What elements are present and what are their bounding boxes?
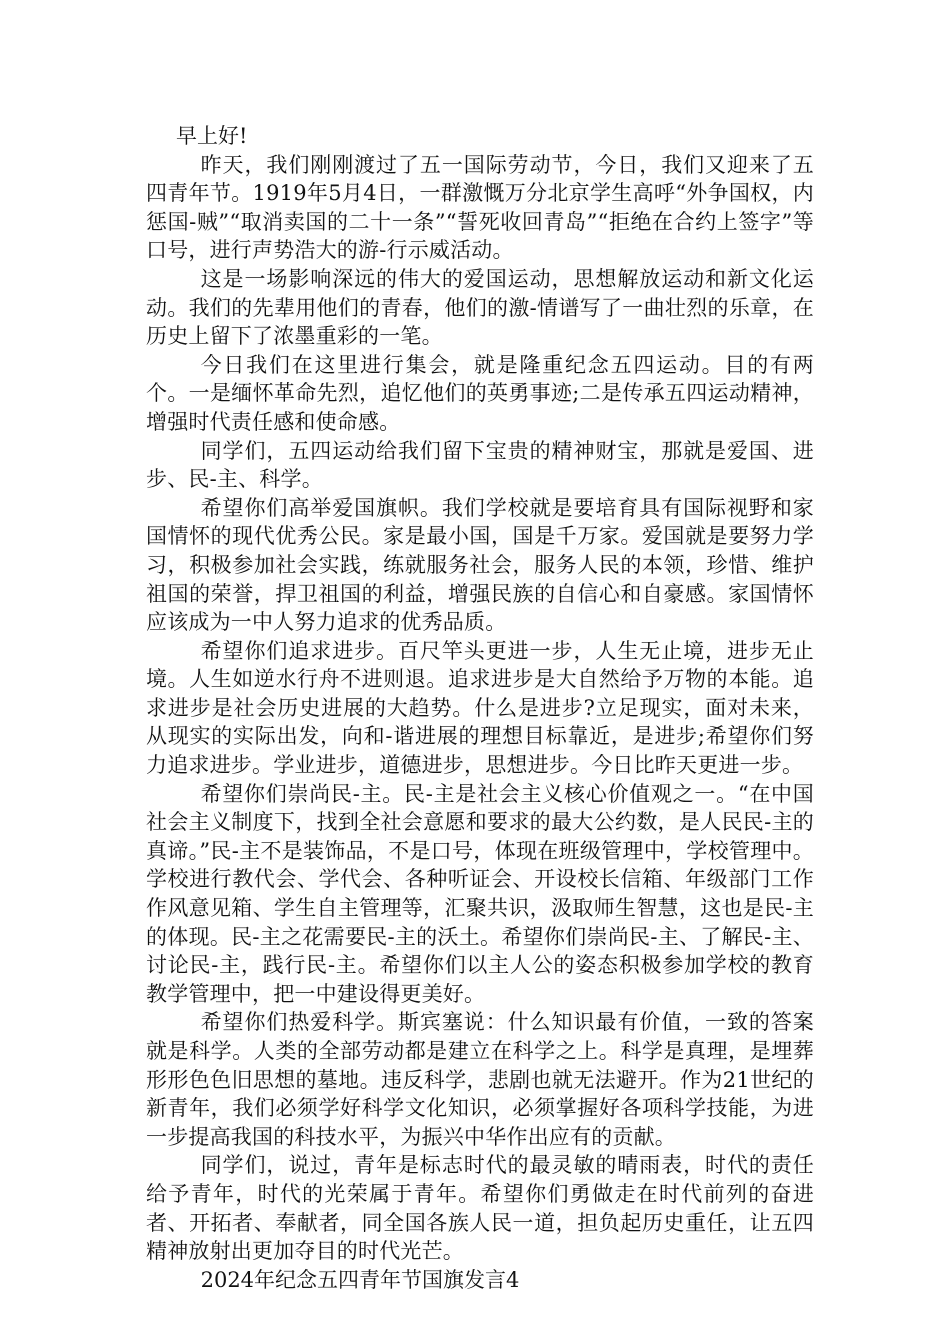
paragraph-9: 同学们，说过，青年是标志时代的最灵敏的晴雨表，时代的责任给予青年，时代的光荣属于青年。希望你们勇做走在时代前列的奋进者、开拓者、奉献者，同全国各族人民一道，担负起历史重任，让五四精神放射出更加夺目的时代光芒。 xyxy=(146,1153,814,1264)
paragraph-7: 希望你们崇尚民-主。民-主是社会主义核心价值观之一。“在中国社会主义制度下，找到全社会意愿和要求的最大公约数，是人民民-主的真谛。”民-主不是装饰品，不是口号，体现在班级管理中，学校管理中。学校进行教代会、学代会、各种听证会、开设校长信箱、年级部门工作作风意见箱、学生自主管理等，汇聚共识，汲取师生智慧，这也是民-主的体现。民-主之花需要民-主的沃土。希望你们崇尚民-主、了解民-主、讨论民-主，践行民-主。希望你们以主人公的姿态积极参加学校的教育教学管理中，把一中建设得更美好。 xyxy=(146,781,814,1006)
next-section-heading: 2024年纪念五四青年节国旗发言4 xyxy=(200,1267,520,1292)
paragraph-8: 希望你们热爱科学。斯宾塞说：什么知识最有价值，一致的答案就是科学。人类的全部劳动都是建立在科学之上。科学是真理，是埋葬形形色色旧思想的墓地。违反科学，悲剧也就无法避开。作为21世纪的新青年，我们必须学好科学文化知识，必须掌握好各项科学技能，为进一步提高我国的科技水平，为振兴中华作出应有的贡献。 xyxy=(146,1010,814,1149)
paragraph-5: 希望你们高举爱国旗帜。我们学校就是要培育具有国际视野和家国情怀的现代优秀公民。家是最小国，国是千万家。爱国就是要努力学习，积极参加社会实践，练就服务社会，服务人民的本领，珍惜、维护祖国的荣誉，捍卫祖国的利益，增强民族的自信心和自豪感。家国情怀应该成为一中人努力追求的优秀品质。 xyxy=(146,495,814,635)
paragraph-4: 同学们，五四运动给我们留下宝贵的精神财宝，那就是爱国、进步、民-主、科学。 xyxy=(146,438,814,492)
paragraph-3: 今日我们在这里进行集会，就是隆重纪念五四运动。目的有两个。一是缅怀革命先烈，追忆他们的英勇事迹;二是传承五四运动精神，增强时代责任感和使命感。 xyxy=(146,352,814,434)
paragraph-1: 昨天，我们刚刚渡过了五一国际劳动节，今日，我们又迎来了五四青年节。1919年5月4日，一群激慨万分北京学生高呼“外争国权，内惩国-贼”“取消卖国的二十一条”“誓死收回青岛”“拒绝在合约上签字”等口号，进行声势浩大的游-行示威活动。 xyxy=(146,152,814,263)
greeting-line: 早上好! xyxy=(176,124,248,148)
document-page xyxy=(146,122,814,1294)
paragraph-6: 希望你们追求进步。百尺竿头更进一步，人生无止境，进步无止境。人生如逆水行舟不进则退。追求进步是大自然给予万物的本能。追求进步是社会历史进展的大趋势。什么是进步?立足现实，面对未来，从现实的实际出发，向和-谐进展的理想目标靠近，是进步;希望你们努力追求进步。学业进步，道德进步，思想进步。今日比昨天更进一步。 xyxy=(146,638,814,778)
paragraph-2: 这是一场影响深远的伟大的爱国运动，思想解放运动和新文化运动。我们的先辈用他们的青春，他们的激-情谱写了一曲壮烈的乐章，在历史上留下了浓墨重彩的一笔。 xyxy=(146,266,814,349)
